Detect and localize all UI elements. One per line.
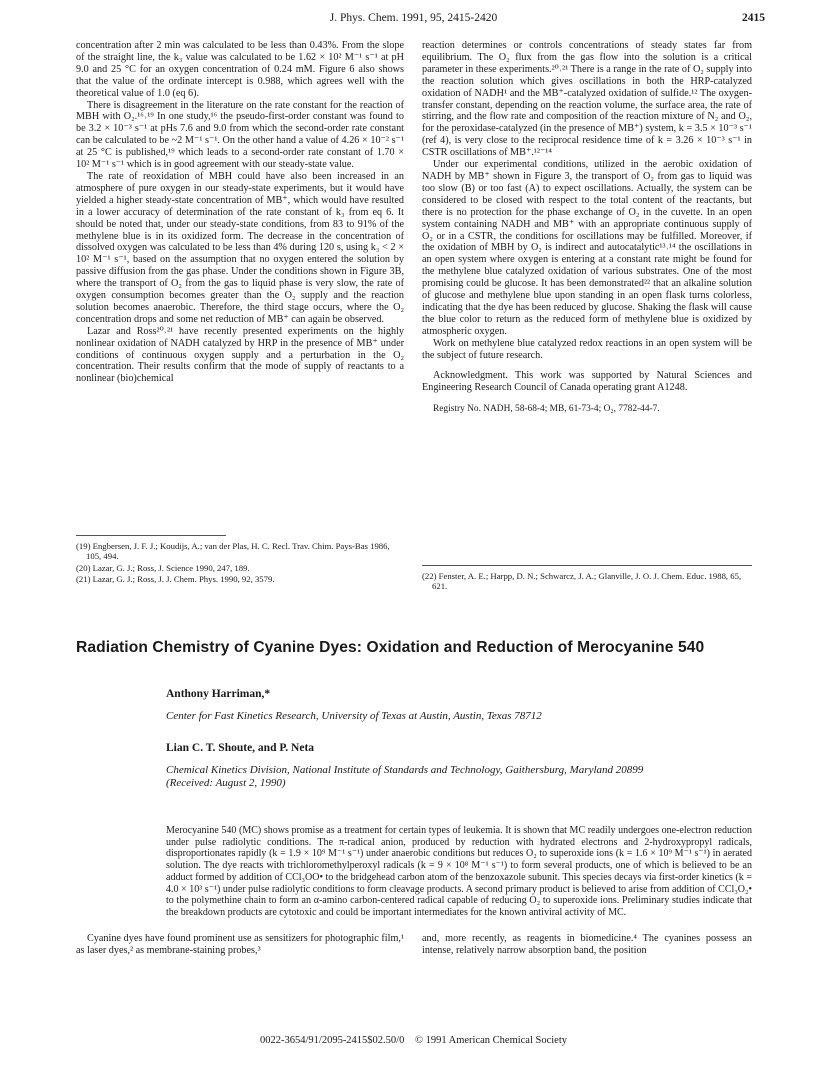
reference-item: (20) Lazar, G. J.; Ross, J. Science 1990, 247, 189. xyxy=(76,562,250,573)
intro-right-column xyxy=(422,933,752,957)
right-column xyxy=(422,40,752,416)
footnote-divider xyxy=(76,535,226,536)
paragraph: The rate of reoxidation of MBH could have also been increased in an atmosphere of pure oxygen in our steady-state experiments, but it would have yielded a higher steady-state concentration of MB⁺, which would have resulted in a lower accuracy of determination of the rate constant of k₃ from eq 6. It should be noted that, under our steady-state conditions, from 83 to 91% of the methylene blue is in its oxidized form. The decrease in the concentration of dissolved oxygen was calculated to be less than 4% during 120 s, using k₃ < 2 × 10² M⁻¹ s⁻¹, based on the assumption that no oxygen entered the solution by passive diffusion from the gas phase. Under the conditions shown in Figure 3B, where the transport of O₂ from the gas to liquid phase is very slow, the rate of oxygen consumption becomes greater than the O₂ supply and the reaction solution becomes anaerobic. Therefore, the third stage occurs, where the O₂ concentration drops and some net reduction of MB⁺ can again be observed. xyxy=(76,170,404,325)
copyright: © 1991 American Chemical Society xyxy=(414,1035,568,1046)
page-number: 2415 xyxy=(742,12,765,24)
paragraph: reaction determines or controls concentrations of steady states far from equilibrium. The O₂ flux from the gas flow into the solution is a critical parameter in these experiments.²⁰˒²¹ There is a range in the rate of O₂ supply into the reaction solution which gives oscillations in both the HRP-catalyzed oxidation of NADH¹ and the MB⁺-catalyzed oxidation of sulfide.¹² The oxygen-transfer constant, depending on the reaction volume, the surface area, the rate of stirring, and the flow rate and composition of the reaction mixture of N₂ and O₂, for the peroxidase-catalyzed (in the presence of MB⁺) system, k = 3.5 × 10⁻³ s⁻¹ (ref 4), is very close to the reciprocal residence time of k = 3.26 × 10⁻³ s⁻¹ in CSTR oscillations of MB⁺.¹²⁻¹⁴ xyxy=(422,40,752,159)
references-left xyxy=(76,541,404,586)
author-line: Anthony Harriman,* xyxy=(166,688,271,700)
affiliation: Center for Fast Kinetics Research, University of Texas at Austin, Austin, Texas 78712 xyxy=(166,710,542,722)
paragraph: There is disagreement in the literature on the rate constant for the reaction of MBH with O₂.¹⁶˒¹⁹ In one study,¹⁶ the pseudo-first-order constant was found to be 3.2 × 10⁻³ s⁻¹ at pHs 7.6 and 9.0 from which the second-order rate constant can be calculated to be ~2 M⁻¹ s⁻¹. On the other hand a value of 4.26 × 10⁻² s⁻¹ at 25 °C is published,¹⁹ which leads to a second-order rate constant of 1.70 × 10² M⁻¹ s⁻¹ which is in good agreement with our steady-state value. xyxy=(76,99,404,171)
footnote-divider xyxy=(422,565,752,566)
abstract xyxy=(166,825,752,919)
affiliation xyxy=(166,764,766,790)
paragraph: Under our experimental conditions, utilized in the aerobic oxidation of NADH by MB⁺ shown in Figure 3, the transport of O₂ from gas to liquid was too slow (B) or too fast (A) to expect oscillations. Actually, the system can be considered to be closed with respect to the total content of the reactants, but there is no protection for the phase exchange of O₂ in the cuvette. In an open system containing NADH and MB⁺ with an appropriate continuous supply of O₂ or in a CSTR, the conditions for oscillations may be fulfilled. Moreover, if the oxidation of MBH by O₂ is indirect and autocatalytic¹³˒¹⁴ the oscillations in an open system where oxygen is entering at a constant rate might be found for the methylene blue catalyzed oxidation of various substrates. One of the most promising could be glucose. It has been demonstrated²² that an alkaline solution of glucose and methylene blue upon standing in an open flask turns colorless, indicating that the dye has been reduced by glucose. Shaking the flask will cause the blue color to return as the reduced form of methylene blue is oxidized by atmospheric oxygen. xyxy=(422,159,752,337)
paragraph: Lazar and Ross²⁰˒²¹ have recently presented experiments on the highly nonlinear oxidation of NADH catalyzed by HRP in the presence of MB⁺ under conditions of continuous oxygen supply and a perturbation in the O₂ concentration. Their results confirm that the mode of supply of reactants to a nonlinear (bio)chemical xyxy=(76,325,404,385)
received-date: (Received: August 2, 1990) xyxy=(166,777,286,789)
paragraph: Work on methylene blue catalyzed redox reactions in an open system will be the subject of future research. xyxy=(422,337,752,361)
paragraph: concentration after 2 min was calculated to be less than 0.43%. From the slope of the straight line, the k₃ value was calculated to be 1.62 × 10² M⁻¹ s⁻¹ at pH 9.0 and 25 °C for an oxygen concentration of 0.24 mM. Figure 6 also shows that the value of the ordinate intercept is 0.988, which agrees well with the theoretical value of 1.0 (eq 6). xyxy=(76,40,404,99)
registry-numbers: Registry No. NADH, 58-68-4; MB, 61-73-4; O₂, 7782-44-7. xyxy=(433,404,660,415)
reference-item: (21) Lazar, G. J.; Ross, J. J. Chem. Phys. 1990, 92, 3579. xyxy=(76,574,275,585)
page-footer xyxy=(0,1035,827,1046)
reference-item: (19) Engbersen, J. F. J.; Koudijs, A.; van der Plas, H. C. Recl. Trav. Chim. Pays-Bas 1986, 105, 494. xyxy=(76,541,390,562)
paragraph: and, more recently, as reagents in biomedicine.⁴ The cyanines possess an intense, relatively narrow absorption band, the position xyxy=(422,933,752,956)
references-right xyxy=(422,571,752,593)
left-column xyxy=(76,40,404,385)
price-code: 0022-3654/91/2095-2415$02.50/0 xyxy=(259,1035,405,1046)
journal-citation: J. Phys. Chem. 1991, 95, 2415-2420 xyxy=(329,12,498,24)
author-line: Lian C. T. Shoute, and P. Neta xyxy=(166,742,315,754)
affiliation-text: Chemical Kinetics Division, National Institute of Standards and Technology, Gaithersburg, Maryland 20899 xyxy=(166,764,644,776)
acknowledgment: Acknowledgment. This work was supported by Natural Sciences and Engineering Research Council of Canada operating grant A1248. xyxy=(422,370,752,394)
abstract-text: Merocyanine 540 (MC) shows promise as a treatment for certain types of leukemia. It is shown that MC readily undergoes one-electron reduction under pulse radiolytic conditions. The π-radical anion, produced by reduction with hydrated electrons and 2-hydroxypropyl radicals, disproportionates rapidly (k = 1.9 × 10⁹ M⁻¹ s⁻¹) under anaerobic conditions but reduces O₂ to superoxide ions (k = 1.6 × 10⁹ M⁻¹ s⁻¹) in aerated solution. The dye reacts with trichloromethylperoxyl radicals (k = 9 × 10⁸ M⁻¹ s⁻¹) to form several products, one of which is believed to be an adduct formed by addition of CCl₃OO• to the bridgehead carbon atom of the benzoxazole subunit. This species decays via first-order kinetics (k = 4.0 × 10³ s⁻¹) under pulse radiolytic conditions to form cleavage products. A second primary product is believed to arise from addition of CCl₃O₂• to the polymethine chain to form an α-amino carbon-centered radical capable of reducing O₂ to superoxide ions. Preliminary studies indicate that the breakdown products are cytotoxic and could be important intermediates for the known antiviral activity of MC. xyxy=(166,825,752,918)
paragraph: Cyanine dyes have found prominent use as sensitizers for photographic film,¹ as laser dyes,² as membrane-staining probes,³ xyxy=(76,933,404,956)
article-title: Radiation Chemistry of Cyanine Dyes: Oxidation and Reduction of Merocyanine 540 xyxy=(76,639,705,656)
reference-item: (22) Fenster, A. E.; Harpp, D. N.; Schwarcz, J. A.; Glanville, J. O. J. Chem. Educ. 1988, 65, 621. xyxy=(422,571,742,592)
intro-left-column xyxy=(76,933,404,957)
running-header xyxy=(0,12,827,28)
